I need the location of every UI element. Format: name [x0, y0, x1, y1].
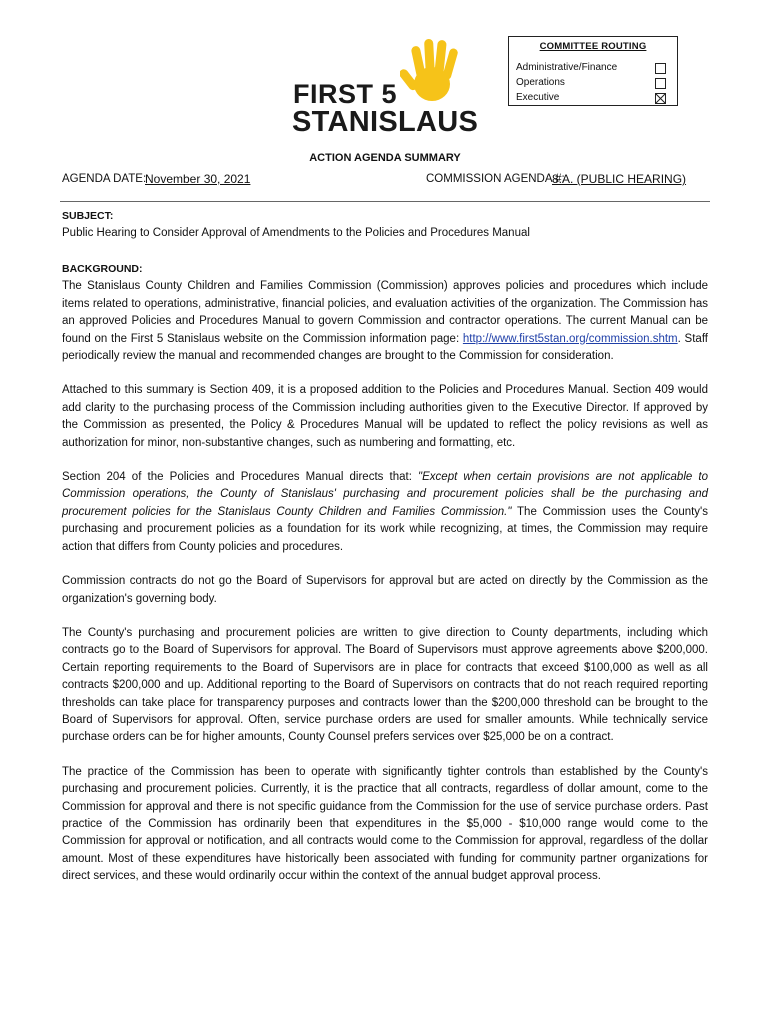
first5-stanislaus-logo: [292, 36, 482, 140]
committee-routing-box: [508, 36, 678, 106]
page-title: ACTION AGENDA SUMMARY: [309, 152, 461, 164]
paragraph-text: Section 204 of the Policies and Procedures Manual directs that:: [62, 471, 419, 484]
paragraph-text: . Staff periodically review the manual and recommended changes are brought to the Commission for consideration.: [62, 332, 708, 363]
paragraph-text: The Commission uses the County's purchasing and procurement policies as a foundation for its work while recognizing, at times, the Commission may require action that differs from County policies and procedures.: [62, 505, 708, 553]
logo-line-first5: FIRST 5: [293, 79, 398, 109]
background-paragraph-6: The practice of the Commission has been to operate with significantly tighter controls than established by the County's purchasing and procurement policies. Currently, it is the practice that all contracts, regardless of dollar amount, come to the Commission for approval and there is not specific guidance from the Commission for the use of service purchase orders. Past practice of the Commission has ordinarily been that expenditures in the $5,000 - $10,000 range would come to the Commission for approval or notification, and all contracts would come to the Commission for approval, regardless of the dollar amount. Most of these expenditures have historically been associated with funding for community partner organizations for direct services, and these would ordinarily occur within the context of the annual budget approval process.: [62, 765, 708, 883]
routing-checkbox-operations[interactable]: [655, 78, 666, 89]
commission-agenda-value: 8.A. (PUBLIC HEARING): [552, 172, 687, 186]
paragraph-text: The Stanislaus County Children and Families Commission (Commission) approves policies and procedures which include items related to operations, administrative, financial policies, and evaluation activities of the organization. The Commission has an approved Policies and Procedures Manual to govern Commission and contractor operations. The current Manual can be found on the First 5 Stanislaus website on the Commission information page:: [62, 280, 708, 345]
hand-icon: [400, 36, 470, 116]
header-divider: [60, 201, 710, 202]
background-heading: BACKGROUND:: [62, 263, 143, 275]
routing-item-label: Operations: [516, 77, 565, 88]
routing-checkbox-executive[interactable]: [655, 93, 666, 104]
background-paragraph-3: [62, 469, 708, 556]
commission-agenda-label: COMMISSION AGENDA #:: [426, 173, 565, 185]
routing-title: COMMITTEE ROUTING: [539, 41, 647, 52]
subject-heading: SUBJECT:: [62, 210, 114, 222]
routing-item-label: Administrative/Finance: [516, 62, 618, 73]
background-paragraph-1: [62, 278, 708, 365]
check-x-icon: [656, 94, 665, 103]
background-section: [62, 261, 708, 886]
subject-section: [62, 208, 708, 243]
agenda-date-value: November 30, 2021: [145, 172, 251, 186]
background-paragraph-4: Commission contracts do not go the Board of Supervisors for approval but are acted on directly by the Commission as the organization's governing body.: [62, 575, 708, 605]
background-paragraph-5: The County's purchasing and procurement policies are written to give direction to County departments, including which contracts go to the Board of Supervisors for approval. The Board of Supervisors must approve agreements above $200,000. Certain reporting requirements to the Board of Supervisors are in place for contracts that exceed $100,000 as well as all contracts $200,000 and up. Additional reporting to the Board of Supervisors on contracts that do not reach required reporting thresholds can take place for transparency purposes and contracts lower than the $200,000 threshold can be brought to the Board of Supervisors for approval. Often, service purchase orders are used for smaller amounts. While technically service purchase orders can be for higher amounts, County Counsel prefers services over $25,000 be on a contract.: [62, 626, 708, 744]
agenda-date-label: AGENDA DATE:: [62, 173, 147, 185]
policy-quote: "Except when certain provisions are not applicable to Commission operations, the County of Stanislaus' purchasing and procurement policies shall be the purchasing and procurement policies for the Stanislaus County Children and Families Commission.": [62, 471, 708, 518]
logo-line-stanislaus: STANISLAUS: [292, 106, 479, 138]
background-paragraph-2: Attached to this summary is Section 409, it is a proposed addition to the Policies and Procedures Manual. Section 409 would add clarity to the purchasing process of the Commission including authorities given to the Executive Director. If approved by the Commission as presented, the Policy & Procedures Manual will be updated to reflect the policy revisions as well as authorization for minor, non-substantive changes, such as numbering and formatting, etc.: [62, 384, 708, 449]
commission-page-link[interactable]: http://www.first5stan.org/commission.shtm: [462, 332, 678, 345]
routing-item-label: Executive: [516, 92, 560, 103]
routing-checkbox-admin-finance[interactable]: [655, 63, 666, 74]
subject-text: Public Hearing to Consider Approval of Amendments to the Policies and Procedures Manual: [62, 227, 530, 240]
